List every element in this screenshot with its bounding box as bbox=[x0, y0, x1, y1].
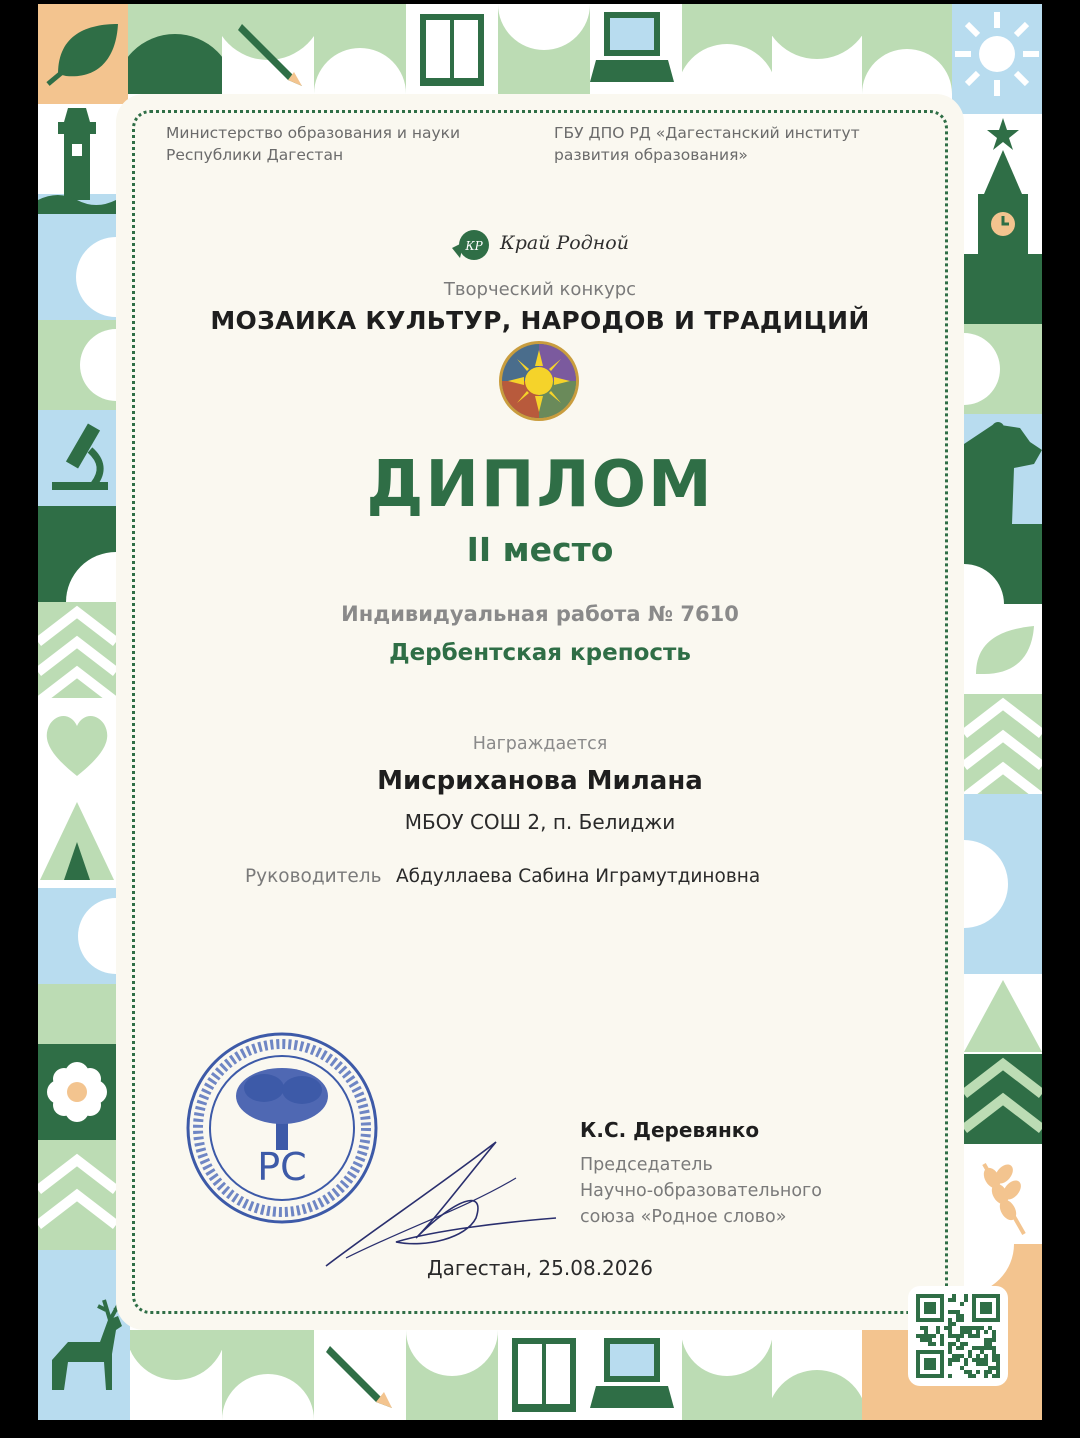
brand-logo-icon bbox=[450, 228, 490, 262]
laptop-icon bbox=[590, 1330, 682, 1420]
svg-text:РС: РС bbox=[257, 1145, 307, 1189]
laptop-icon bbox=[590, 4, 682, 94]
heart-icon bbox=[38, 698, 116, 788]
supervisor-name: Абдуллаева Сабина Играмутдиновна bbox=[396, 866, 761, 887]
contest-type: Творческий конкурс bbox=[443, 279, 637, 300]
pencil-icon bbox=[222, 4, 314, 94]
pencil-icon bbox=[314, 1330, 406, 1420]
tent-icon bbox=[964, 974, 1042, 1054]
qr-code-icon bbox=[908, 1286, 1008, 1386]
sun-icon bbox=[952, 4, 1042, 114]
ministry-header: Министерство образования и науки Республики Дагестан bbox=[166, 124, 461, 164]
institute-header: ГБУ ДПО РД «Дагестанский институт развития образования» bbox=[554, 124, 860, 164]
signer-title: Председатель Научно-образовательного союза «Родное слово» bbox=[580, 1155, 822, 1227]
tent-icon bbox=[38, 788, 116, 888]
brand-name: Край Родной bbox=[500, 232, 629, 254]
book-icon bbox=[406, 4, 498, 94]
lighthouse-icon bbox=[38, 104, 116, 234]
recipient-school: МБОУ СОШ 2, п. Белиджи bbox=[404, 810, 676, 834]
work-number: Индивидуальная работа № 7610 bbox=[341, 602, 739, 626]
certificate bbox=[38, 4, 1042, 1420]
place-and-date: Дагестан, 25.08.2026 bbox=[427, 1256, 653, 1280]
contest-name: МОЗАИКА КУЛЬТУР, НАРОДОВ И ТРАДИЦИЙ bbox=[210, 306, 870, 335]
supervisor-label: Руководитель bbox=[245, 866, 382, 887]
awarded-label: Награждается bbox=[472, 734, 608, 754]
bear-icon bbox=[964, 414, 1042, 524]
wheat-icon bbox=[964, 1144, 1042, 1244]
work-title: Дербентская крепость bbox=[389, 640, 691, 666]
book-icon bbox=[498, 1330, 590, 1420]
diploma-paper bbox=[116, 94, 964, 1330]
leaf-icon bbox=[38, 4, 128, 104]
kremlin-tower-icon bbox=[964, 114, 1042, 324]
diploma-title: ДИПЛОМ bbox=[366, 448, 714, 522]
svg-text:КР: КР bbox=[465, 239, 483, 253]
microscope-icon bbox=[38, 410, 116, 506]
award-place: II место bbox=[466, 530, 614, 569]
contest-emblem-icon bbox=[498, 340, 580, 422]
flower-icon bbox=[38, 1044, 116, 1140]
leaf-icon bbox=[964, 604, 1042, 694]
signature bbox=[316, 1118, 576, 1268]
recipient-name: Мисриханова Милана bbox=[377, 766, 703, 796]
signer-name: К.С. Деревянко bbox=[580, 1118, 760, 1142]
